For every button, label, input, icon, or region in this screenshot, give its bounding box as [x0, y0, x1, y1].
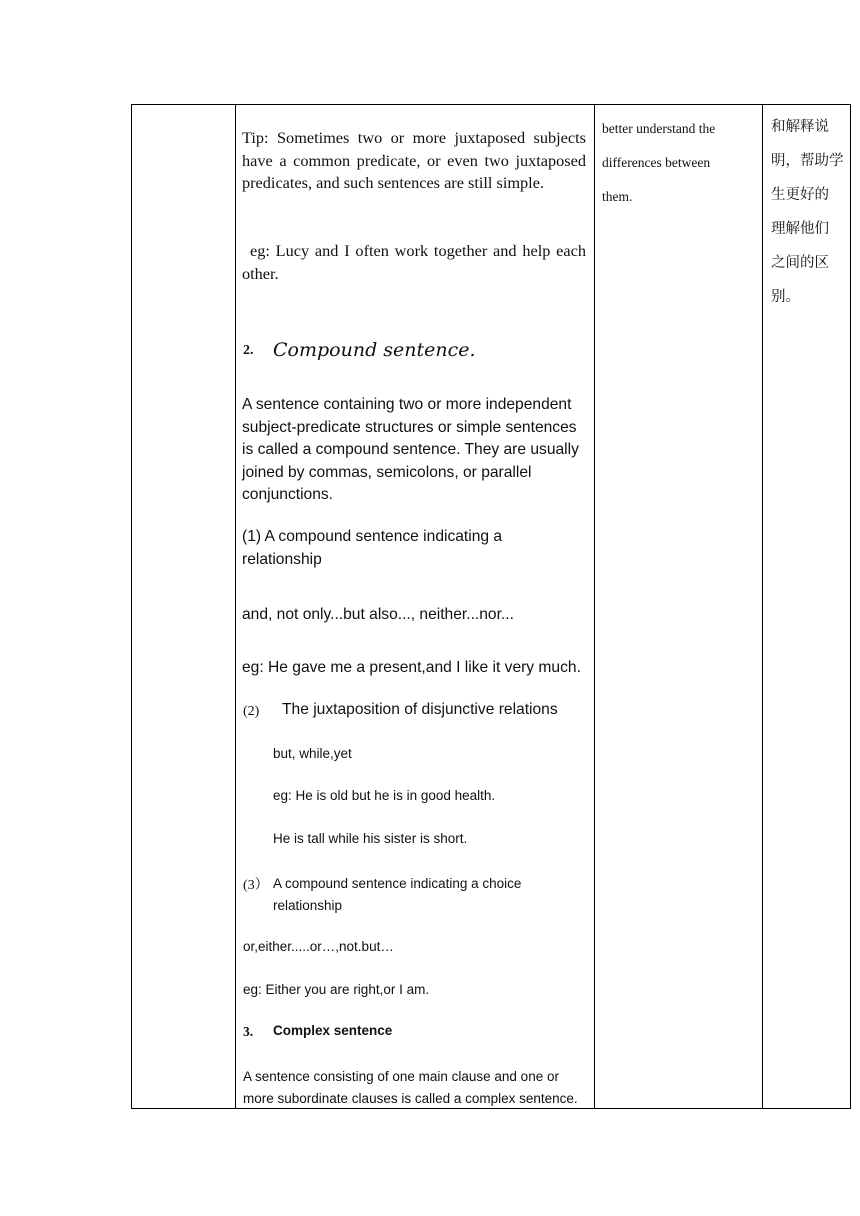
- item-heading: (1) A compound sentence indicating a relationship: [242, 528, 503, 568]
- column-divider: [762, 104, 763, 1109]
- item-heading: The juxtaposition of disjunctive relations: [282, 701, 558, 718]
- item-heading: A compound sentence indicating a choice relationship: [273, 876, 522, 913]
- complex-definition: A sentence consisting of one main clause and one or more subordinate clauses is called a complex sentence.: [243, 1069, 578, 1106]
- example-sentence: eg: He gave me a present,and I like it very much.: [242, 659, 581, 676]
- tip-example: eg: Lucy and I often work together and help each other.: [242, 241, 586, 283]
- tip-paragraph: Tip: Sometimes two or more juxtaposed subjects have a common predicate, or even two juxtaposed predicates, and such sentences are still simple.: [242, 128, 586, 192]
- cell-line: them.: [602, 189, 633, 204]
- conjunction-list: or,either.....or…,not.but…: [243, 939, 394, 954]
- cell-line: 之间的区: [771, 255, 829, 271]
- column-divider: [235, 104, 236, 1109]
- cell-line: 别。: [771, 289, 800, 305]
- section-heading: Compound sentence.: [273, 339, 476, 361]
- cell-line: 理解他们: [771, 221, 829, 237]
- section-number: 2.: [243, 343, 254, 358]
- example-sentence: eg: He is old but he is in good health.: [273, 788, 496, 803]
- conjunction-list: and, not only...but also..., neither...nor...: [242, 606, 514, 623]
- example-sentence: eg: Either you are right,or I am.: [243, 982, 430, 997]
- section-heading: Complex sentence: [273, 1023, 393, 1038]
- teaching-purpose-cell: [602, 112, 752, 214]
- section-number: 3.: [243, 1024, 254, 1039]
- cell-line: 生更好的: [771, 187, 829, 203]
- column-divider: [594, 104, 595, 1109]
- cell-line: differences between: [602, 155, 711, 170]
- cell-line: better understand the: [602, 121, 716, 136]
- cell-line: 明，帮助学: [771, 153, 844, 169]
- cell-line: 和解释说: [771, 119, 829, 135]
- compound-definition: A sentence containing two or more independent subject-predicate structures or simple sentences is called a compound sentence. They are usually joined by commas, semicolons, or parallel conjunctions.: [242, 396, 579, 503]
- conjunction-list: but, while,yet: [273, 746, 352, 761]
- item-number: (3）: [243, 878, 269, 893]
- item-number: (2): [243, 704, 260, 719]
- example-sentence: He is tall while his sister is short.: [273, 831, 468, 846]
- chinese-note-cell: [771, 110, 847, 314]
